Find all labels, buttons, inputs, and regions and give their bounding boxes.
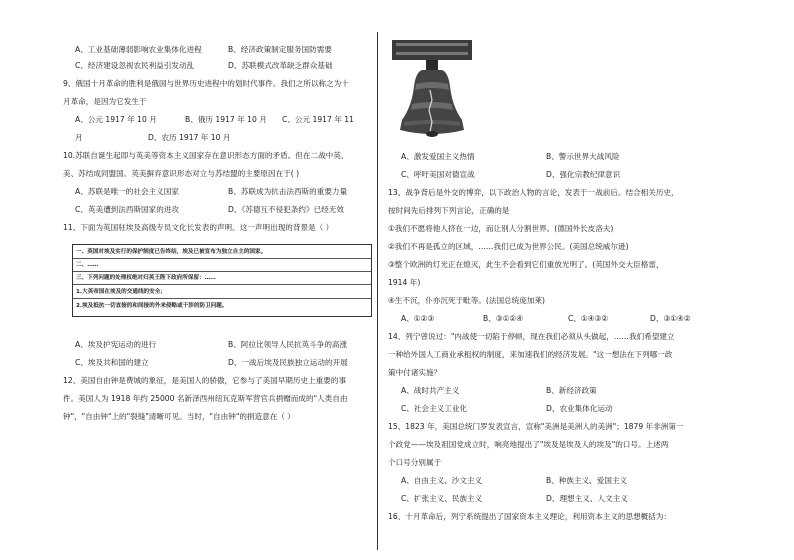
- q13-statement-1: ①我们不愿将他人挤在一边，而让别人分割世界。(德国外长皮洛夫): [388, 224, 614, 233]
- declaration-line4: 1.大英帝国在埃及的交通线的安全；: [76, 289, 166, 295]
- q9-stem-line2: 月革命，是因为它发生于: [63, 97, 147, 106]
- declaration-separator: [73, 298, 371, 299]
- q13-statement-3: ③整个欧洲的灯光正在熄灭，此生不会看到它们重放光明了。(英国外交大臣格雷，: [388, 260, 664, 269]
- q10-stem-line2: 美、苏结成同盟国。英美摒弃意识形态对立与苏结盟的主要原因在于( ): [63, 169, 300, 178]
- q11-option-c: C、埃及共和国的建立: [75, 358, 149, 367]
- q15-option-c: C、扩张主义、民族主义: [401, 494, 483, 503]
- liberty-bell-icon: [392, 38, 472, 142]
- q14-option-c: C、社会主义工业化: [401, 404, 468, 413]
- q13-statement-3-cont: 1914 年): [388, 278, 421, 287]
- q13-stem-line2: 按时间先后排列下列言论，正确的是: [388, 206, 510, 215]
- q10-option-a: A、苏联是唯一的社会主义国家: [75, 187, 179, 196]
- q12-option-d: D、强化宗教纪律意识: [546, 170, 621, 179]
- declaration-separator: [73, 284, 371, 285]
- q11-option-a: A、埃及护宪运动的进行: [75, 340, 157, 349]
- q11-declaration-box: [72, 244, 372, 317]
- q12-stem-line3: 钟"，"自由钟"上的"裂缝"清晰可见。当时，"自由钟"的捐造意在（ ）: [63, 412, 295, 421]
- q8-option-b: B、经济政策制定服务国防需要: [228, 45, 332, 54]
- q8-option-d: D、苏联模式改革缺乏群众基础: [228, 61, 333, 70]
- q14-option-d: D、农业集体化运动: [546, 404, 613, 413]
- q9-option-a: A、公元 1917 年 10 月: [75, 115, 157, 124]
- q15-option-b: B、种族主义、爱国主义: [546, 476, 628, 485]
- q16-stem: 16、十月革命后，列宁系统提出了国家资本主义理论，利用资本主义的思想概括为：: [388, 512, 672, 521]
- q13-statement-2: ②我们不再是孤立的区域，……我们已成为世界公民。(美国总统威尔逊): [388, 242, 629, 251]
- q9-stem-line1: 9、俄国十月革命的胜利是俄国与世界历史进程中的划时代事件。我们之所以称之为十: [63, 79, 349, 88]
- q10-option-b: B、苏联成为抗击法西斯的重要力量: [228, 187, 348, 196]
- q15-option-a: A、自由主义、沙文主义: [401, 476, 483, 485]
- q15-stem-line2: 个政党——埃及祖国党成立时，响亮地提出了"埃及是埃及人的埃及"的口号。上述两: [388, 440, 669, 449]
- q11-option-b: B、阿拉比领导人民抗英斗争的高涨: [228, 340, 348, 349]
- q13-option-b: B、③①②④: [483, 314, 524, 323]
- q12-stem-line2: 件。美国人为 1918 年约 25000 名新泽西州纽瓦克斯军营官兵捐赠而成的"人类自由: [63, 394, 348, 403]
- q13-option-d: D、③①④②: [650, 314, 691, 323]
- q9-option-c: C、公元 1917 年 11: [282, 115, 354, 124]
- q15-stem-line1: 15、1823 年，美国总统门罗发表宣言，宣称"美洲是美洲人的美洲"；1879 年非洲第一: [388, 422, 684, 431]
- q13-stem-line1: 13、战争背后是外交的博弈，以下政治人物的言论，发表于一战前后。结合相关历史，: [388, 188, 679, 197]
- declaration-line2: 二、……: [76, 262, 99, 268]
- q14-option-b: B、新经济政策: [546, 386, 597, 395]
- q14-stem-line3: 策中付诸实施？: [388, 368, 442, 377]
- q8-option-a: A、工业基础薄弱影响农业集体化进程: [75, 45, 202, 54]
- q11-stem: 11、下面为英国驻埃及高级专员文化长发表的声明。这一声明出现的背景是（ ）: [63, 223, 334, 232]
- q10-option-d: D、《苏德互不侵犯条约》已经无效: [228, 205, 344, 214]
- q15-option-d: D、理想主义、人文主义: [546, 494, 628, 503]
- q9-option-b: B、俄历 1917 年 10 月: [185, 115, 267, 124]
- declaration-separator: [73, 271, 371, 272]
- q12-stem-line1: 12、美国自由钟是费城的象征，是美国人的骄傲，它参与了美国早期历史上重要的事: [63, 376, 347, 385]
- q14-stem-line2: 一种给外国人工商业承租权的制度，来加速我们的经济发展。"这一想法在下列哪一政: [388, 350, 673, 359]
- q15-stem-line3: 个口号分别属于: [388, 458, 442, 467]
- q13-option-a: A、①②③: [401, 314, 435, 323]
- q14-stem-line1: 14、列宁曾说过："内战使一切陷于停顿，现在我们必须从头做起，……我们希望建立: [388, 332, 675, 341]
- column-divider: [377, 32, 378, 550]
- declaration-line1: 一、英国对埃及实行的保护制度已告终结，埃及已被宣布为独立自主的国家。: [76, 249, 267, 255]
- declaration-line3: 三、下列问题的处理权绝对归英王陛下政府所保留：……: [76, 275, 216, 281]
- q13-statement-4: ④生不沉，仆亦沉死于毗等。(法国总统庞加莱): [388, 296, 546, 305]
- q9-option-c-cont: 月: [75, 133, 83, 142]
- q12-option-c: C、呼吁美国对德宣战: [401, 170, 475, 179]
- q11-option-d: D、一战后埃及民族独立运动的开展: [228, 358, 348, 367]
- q10-option-c: C、英美遭到法西斯国家的进攻: [75, 205, 180, 214]
- q8-option-c: C、经济建设忽视农民利益引发动乱: [75, 61, 195, 70]
- q10-stem-line1: 10.苏联自诞生起即与英美等资本主义国家存在意识形态方面的矛盾。但在二战中英、: [63, 151, 349, 160]
- declaration-separator: [73, 258, 371, 259]
- declaration-line5: 2.埃及抵抗一切直接的和间接的外来侵略或干涉的防卫问题。: [76, 303, 228, 309]
- q12-option-b: B、警示世界大战风险: [546, 152, 620, 161]
- q14-option-a: A、战时共产主义: [401, 386, 460, 395]
- q9-option-d: D、农历 1917 年 10 月: [148, 133, 231, 142]
- q12-option-a: A、激发爱国主义热情: [401, 152, 475, 161]
- q13-option-c: C、①④③②: [568, 314, 609, 323]
